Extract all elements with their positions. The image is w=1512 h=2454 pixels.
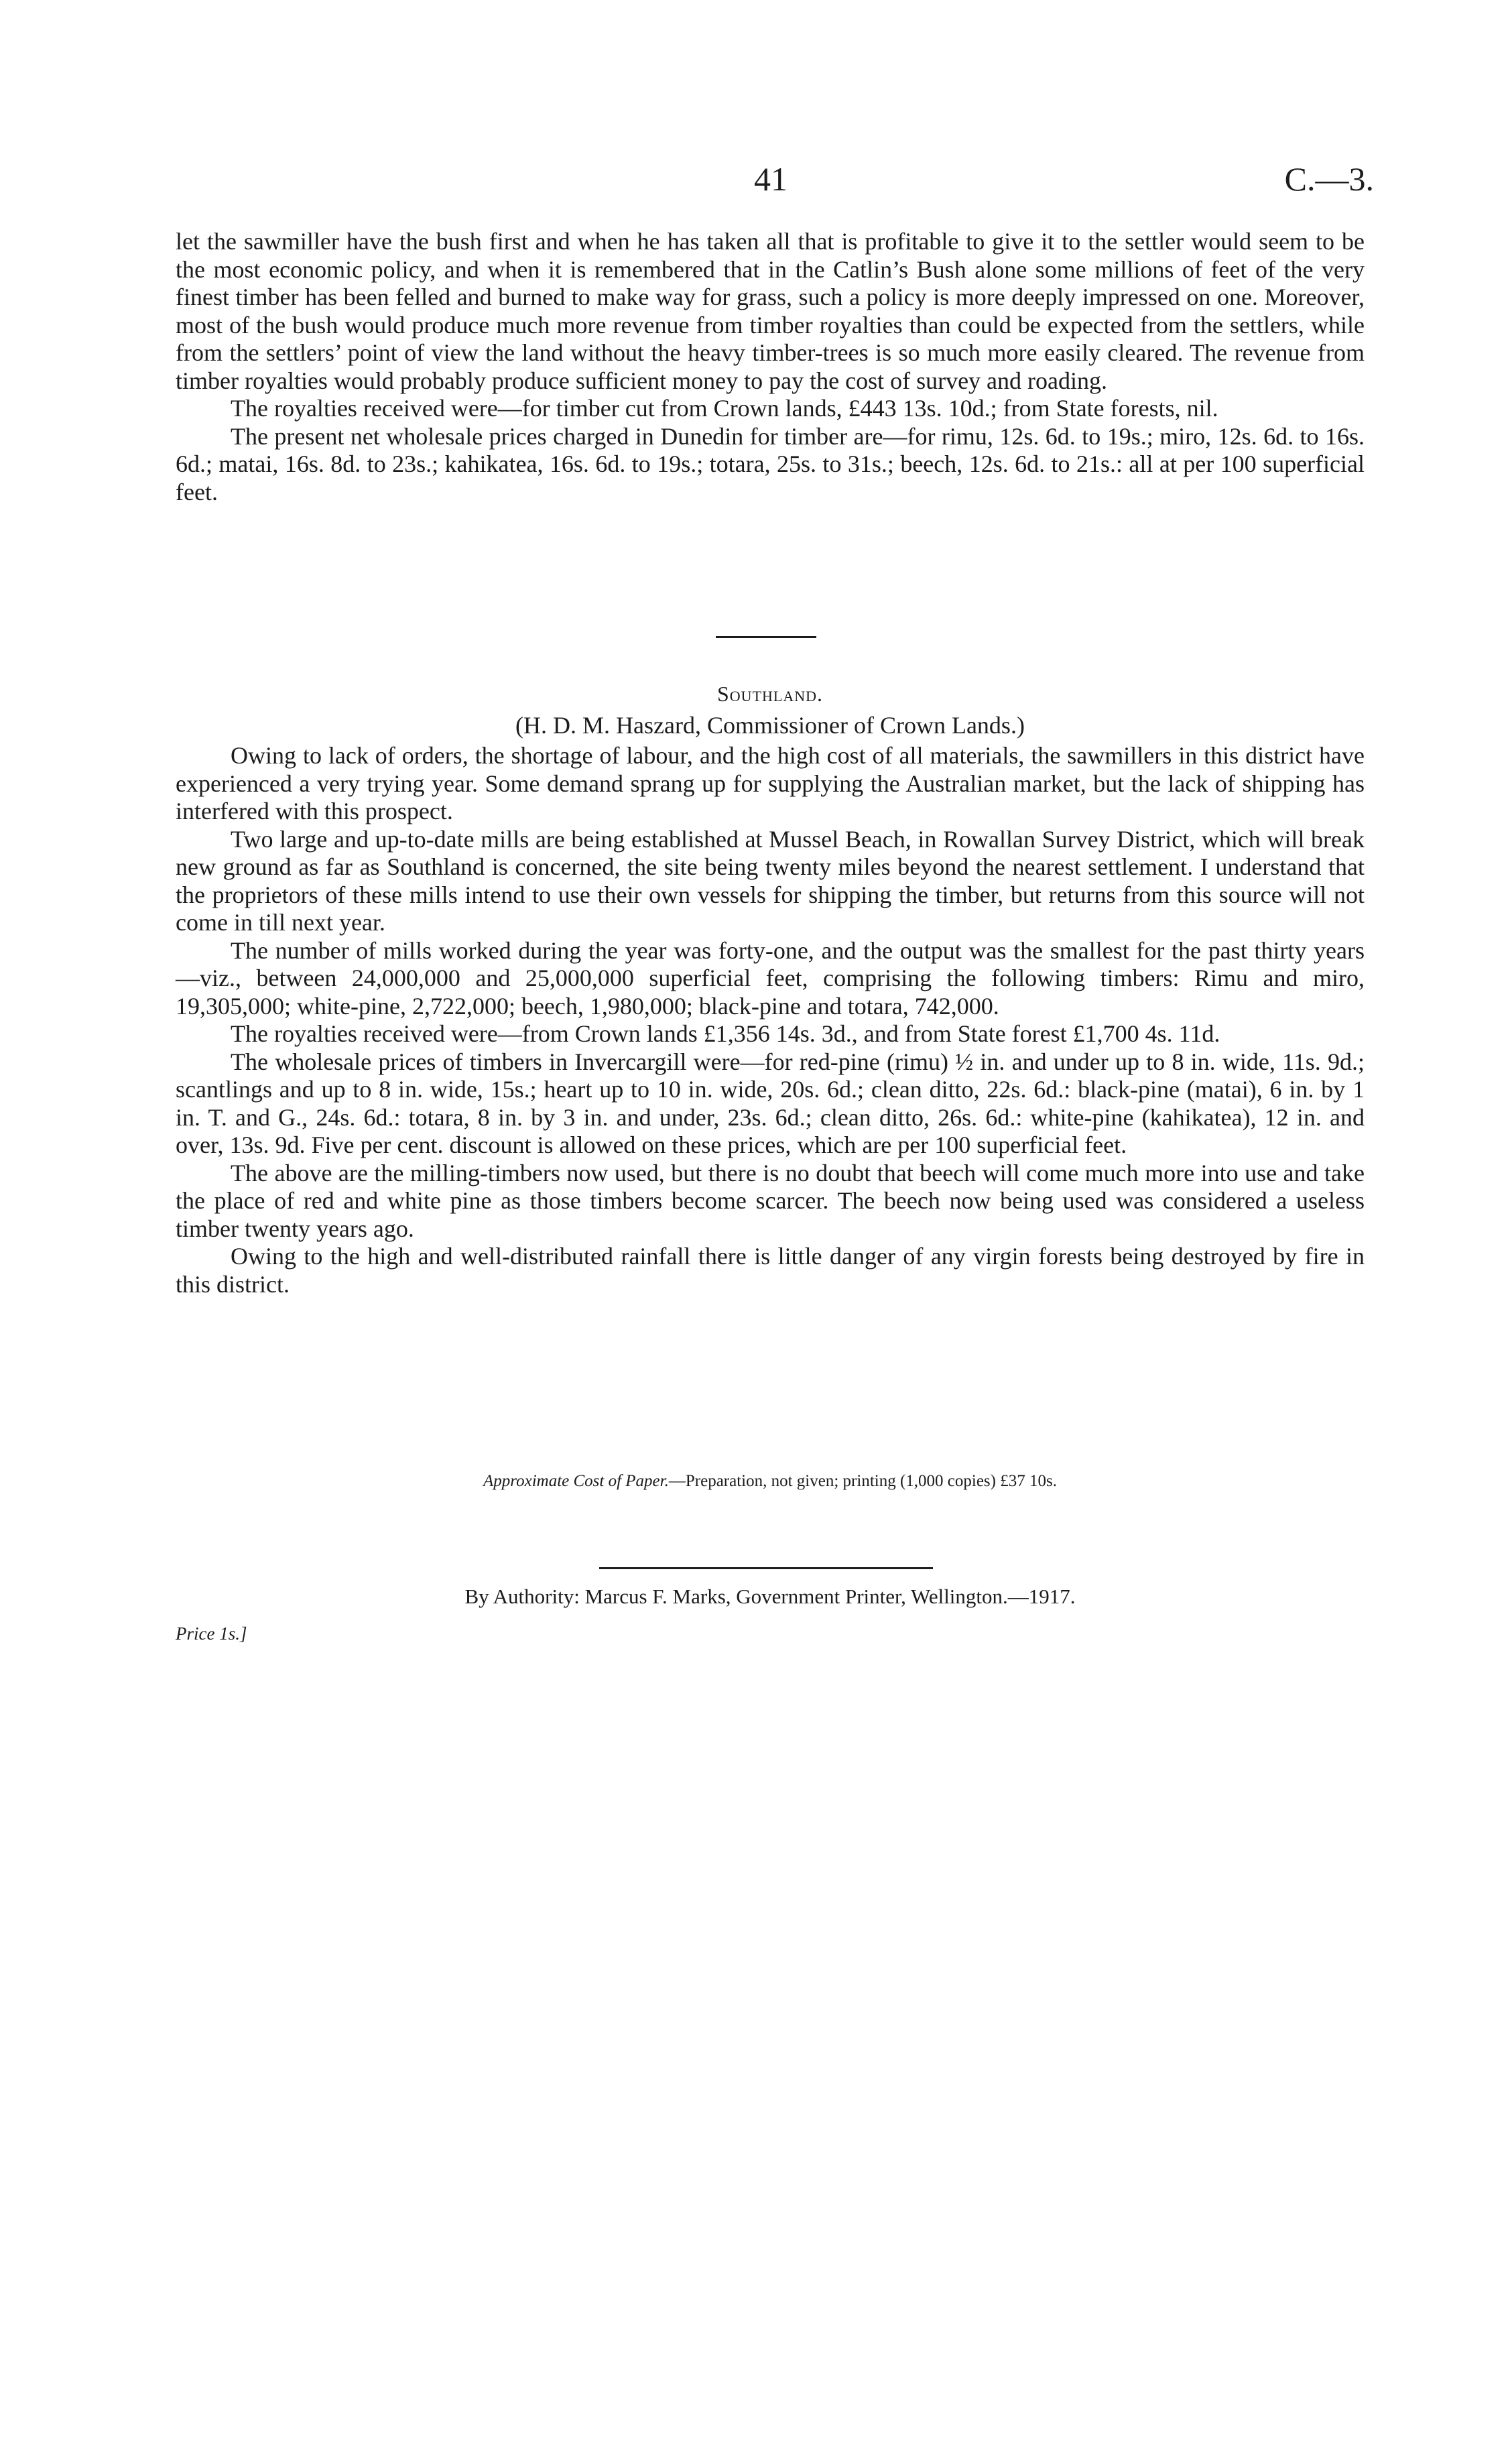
cost-text: —Preparation, not given; printing (1,000 copies) £37 10s. <box>668 1472 1057 1490</box>
document-reference: C.—3. <box>1284 160 1374 198</box>
paragraph-royalties: The royalties received were—for timber cut from Crown lands, £443 13s. 10d.; from State forests, nil. <box>231 395 1218 422</box>
paragraph-invercargill-prices: The wholesale prices of timbers in Invercargill were—for red-pine (rimu) ½ in. and under up to 8 in. wide, 11s. 9d.; scantlings and up to 8 in. wide, 15s.; heart up to 10 in. wide, 20s. 6d.; clean ditto, 22s. 6d.: black-pine (matai), 6 in. by 1 in. T. and G., 24s. 6d.: totara, 8 in. by 3 in. and under, 23s. 6d.; clean ditto, 26s. 6d.: white-pine (kahikatea), 12 in. and over, 13s. 9d. Five per cent. discount is allowed on these prices, which are per 100 superficial feet. <box>176 1048 1365 1158</box>
continued-text-section <box>176 228 1365 506</box>
southland-section <box>176 680 1365 1298</box>
section-divider <box>716 636 816 638</box>
paragraph-output: The number of mills worked during the year was forty-one, and the output was the smallest for the past thirty years—viz., between 24,000,000 and 25,000,000 superficial feet, comprising the following timbers: Rimu and miro, 19,305,000; white-pine, 2,722,000; beech, 1,980,000; black-pine and totara, 742,000. <box>176 936 1365 1020</box>
page-number: 41 <box>754 160 788 198</box>
cost-label: Approximate Cost of Paper. <box>483 1472 669 1490</box>
footer-divider <box>599 1567 933 1569</box>
paragraph-orders: Owing to lack of orders, the shortage of labour, and the high cost of all materials, the sawmillers in this district have experienced a very trying year. Some demand sprang up for supplying the Australian market, but the lack of shipping has interfered with this prospect. <box>176 742 1365 824</box>
paragraph-royalties: The royalties received were—from Crown lands £1,356 14s. 3d., and from State forest £1,700 4s. 11d. <box>231 1020 1220 1047</box>
paragraph-rainfall: Owing to the high and well-distributed rainfall there is little danger of any virgin forests being destroyed by fire in this district. <box>176 1243 1365 1298</box>
price-note: Price 1s.] <box>176 1623 247 1644</box>
printer-imprint: By Authority: Marcus F. Marks, Government Printer, Wellington.—1917. <box>464 1585 1076 1608</box>
section-subheading: (H. D. M. Haszard, Commissioner of Crown Lands.) <box>515 712 1025 739</box>
paragraph-continued: let the sawmiller have the bush first and when he has taken all that is profitable to give it to the settler would seem to be the most economic policy, and when it is remembered that in the Catlin’s Bush alone some millions of feet of the very finest timber has been felled and burned to make way for grass, such a policy is more deeply impressed on one. Moreover, most of the bush would produce much more revenue from timber royalties than could be expected from the settlers, while from the settlers’ point of view the land without the heavy timber-trees is so much more easily cleared. The revenue from timber royalties would probably produce sufficient money to pay the cost of survey and roading. <box>176 228 1365 394</box>
paragraph-beech: The above are the milling-timbers now used, but there is no doubt that beech will come much more into use and take the place of red and white pine as those timbers become scarcer. The beech now being used was considered a useless timber twenty years ago. <box>176 1159 1365 1242</box>
paragraph-new-mills: Two large and up-to-date mills are being established at Mussel Beach, in Rowallan Survey District, which will break new ground as far as Southland is concerned, the site being twenty miles beyond the nearest settlement. I understand that the proprietors of these mills intend to use their own vessels for shipping the timber, but returns from this source will not come in till next year. <box>176 825 1365 936</box>
cost-of-paper-note <box>176 1472 1365 1491</box>
paragraph-dunedin-prices: The present net wholesale prices charged in Dunedin for timber are—for rimu, 12s. 6d. to 19s.; miro, 12s. 6d. to 16s. 6d.; matai, 16s. 8d. to 23s.; kahikatea, 16s. 6d. to 19s.; totara, 25s. to 31s.; beech, 12s. 6d. to 21s.: all at per 100 superficial feet. <box>176 422 1365 505</box>
section-heading: Southland. <box>717 682 823 706</box>
